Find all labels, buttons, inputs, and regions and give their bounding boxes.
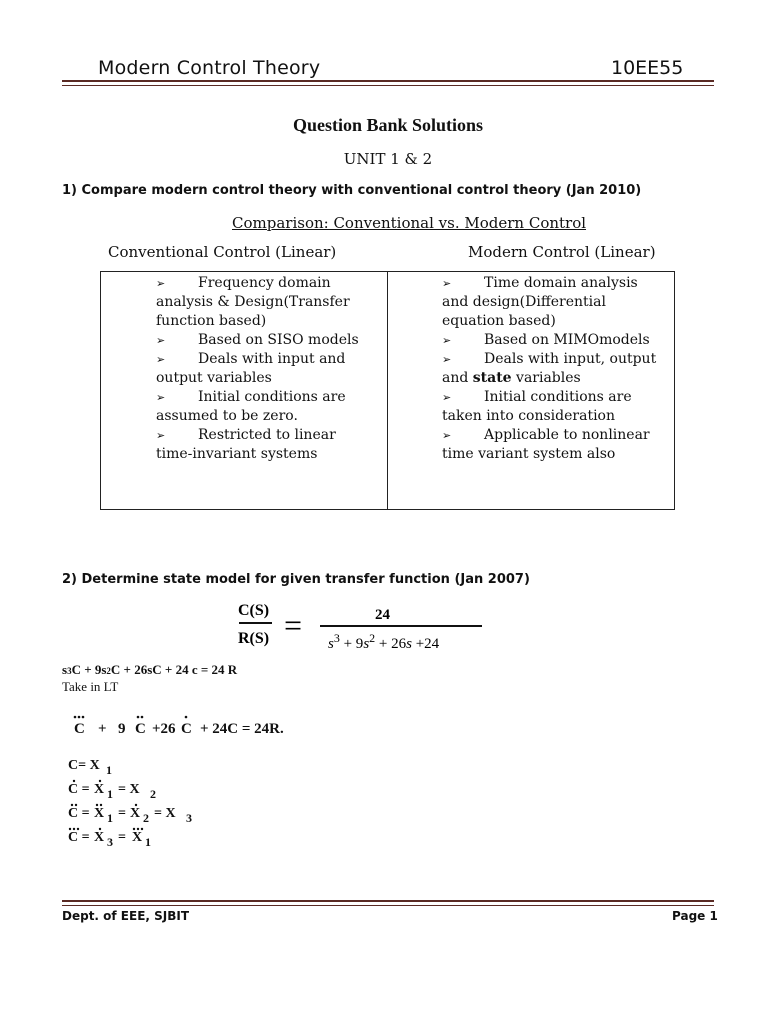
svg-text:3: 3 — [107, 835, 113, 849]
conventional-item — [156, 388, 373, 426]
conventional-item — [156, 350, 373, 388]
modern-cell — [388, 272, 675, 510]
modern-item — [442, 274, 660, 331]
svg-text:C =: C = — [68, 806, 90, 821]
arrow-bullet-icon: ➢ — [156, 429, 166, 442]
svg-text:+ 24C = 24R.: + 24C = 24R. — [200, 721, 284, 737]
svg-text:+26: +26 — [152, 721, 176, 737]
svg-text:2: 2 — [143, 811, 149, 825]
ode-equation: s3C + 9s2C + 26sC + 24 c = 24 R — [62, 662, 238, 677]
header-rule — [62, 80, 714, 82]
conventional-item-text: Initial conditions are assumed to be zero. — [156, 389, 346, 424]
arrow-bullet-icon: ➢ — [442, 391, 452, 404]
arrow-bullet-icon: ➢ — [442, 277, 452, 290]
modern-item-text: Initial conditions are taken into consideration — [442, 389, 632, 424]
arrow-bullet-icon: ➢ — [156, 353, 166, 366]
svg-text:X: X — [130, 806, 141, 821]
tf-denominator-right: $s^3 + 9s^2 + 26s +24$ — [328, 631, 440, 652]
conventional-list — [101, 272, 387, 464]
modern-item-text: Based on MIMOmodels — [484, 332, 650, 348]
conventional-cell — [101, 272, 388, 510]
header-rule-thin — [62, 85, 714, 86]
question-1: 1) Compare modern control theory with conventional control theory (Jan 2010) — [62, 183, 642, 198]
footer-rule-thin — [62, 905, 714, 906]
svg-text:X: X — [94, 782, 105, 797]
state-definitions — [62, 752, 262, 852]
tf-numerator-left: C(S) — [238, 602, 270, 619]
svg-text:= X: = X — [154, 806, 176, 821]
modern-item-text: Time domain analysis and design(Differential equation based) — [442, 275, 638, 329]
modern-list — [388, 272, 674, 464]
comparison-title: Comparison: Conventional vs. Modern Control — [232, 214, 587, 232]
svg-text:=: = — [118, 830, 126, 845]
arrow-bullet-icon: ➢ — [156, 391, 166, 404]
footer-department: Dept. of EEE, SJBIT — [62, 909, 190, 923]
svg-text:+: + — [98, 721, 107, 737]
arrow-bullet-icon: ➢ — [442, 429, 452, 442]
svg-text:1: 1 — [106, 763, 112, 777]
modern-item — [442, 388, 660, 426]
svg-text:C: C — [74, 721, 85, 737]
svg-text:X: X — [94, 830, 105, 845]
svg-text:C= X: C= X — [68, 758, 100, 773]
tf-equals: = — [284, 607, 303, 643]
svg-text:1: 1 — [145, 835, 151, 849]
footer-rule — [62, 900, 714, 902]
svg-text:1: 1 — [107, 811, 113, 825]
ode-symbolic — [60, 708, 320, 744]
svg-text:C =: C = — [68, 830, 90, 845]
modern-item — [442, 331, 660, 350]
modern-item-text: Applicable to nonlinear time variant system also — [442, 427, 650, 462]
modern-heading: Modern Control (Linear) — [468, 243, 656, 261]
svg-text:C =: C = — [68, 782, 90, 797]
take-lt-text: Take in LT — [62, 679, 119, 694]
svg-text:=: = — [118, 806, 126, 821]
comparison-table — [100, 271, 675, 510]
svg-text:X: X — [94, 806, 105, 821]
modern-item-text: Deals with input, output and state variables — [442, 351, 657, 386]
conventional-item — [156, 426, 373, 464]
header-course-code: 10EE55 — [611, 57, 684, 79]
conventional-heading: Conventional Control (Linear) — [108, 243, 337, 261]
document-title: Question Bank Solutions — [292, 115, 484, 135]
header-subject: Modern Control Theory — [98, 57, 321, 79]
modern-item — [442, 426, 660, 464]
conventional-item — [156, 331, 373, 350]
svg-text:1: 1 — [107, 787, 113, 801]
svg-text:2: 2 — [150, 787, 156, 801]
modern-item — [442, 350, 660, 388]
question-2: 2) Determine state model for given transfer function (Jan 2007) — [62, 572, 530, 587]
tf-denominator-left: R(S) — [238, 630, 270, 647]
svg-text:9: 9 — [118, 721, 126, 737]
conventional-item-text: Frequency domain analysis & Design(Transfer function based) — [156, 275, 350, 329]
conventional-item — [156, 274, 373, 331]
arrow-bullet-icon: ➢ — [156, 277, 166, 290]
arrow-bullet-icon: ➢ — [442, 353, 452, 366]
unit-heading: UNIT 1 & 2 — [343, 150, 433, 168]
footer-page-number: Page 1 — [672, 909, 718, 923]
svg-text:= X: = X — [118, 782, 140, 797]
tf-numerator-right: 24 — [375, 607, 390, 623]
svg-text:C: C — [181, 721, 192, 737]
transfer-function — [220, 596, 500, 656]
conventional-item-text: Restricted to linear time-invariant systems — [156, 427, 336, 462]
arrow-bullet-icon: ➢ — [156, 334, 166, 347]
svg-text:3: 3 — [186, 811, 192, 825]
svg-text:X: X — [132, 830, 143, 845]
conventional-item-text: Based on SISO models — [198, 332, 359, 348]
arrow-bullet-icon: ➢ — [442, 334, 452, 347]
svg-text:C: C — [135, 721, 146, 737]
conventional-item-text: Deals with input and output variables — [156, 351, 346, 386]
